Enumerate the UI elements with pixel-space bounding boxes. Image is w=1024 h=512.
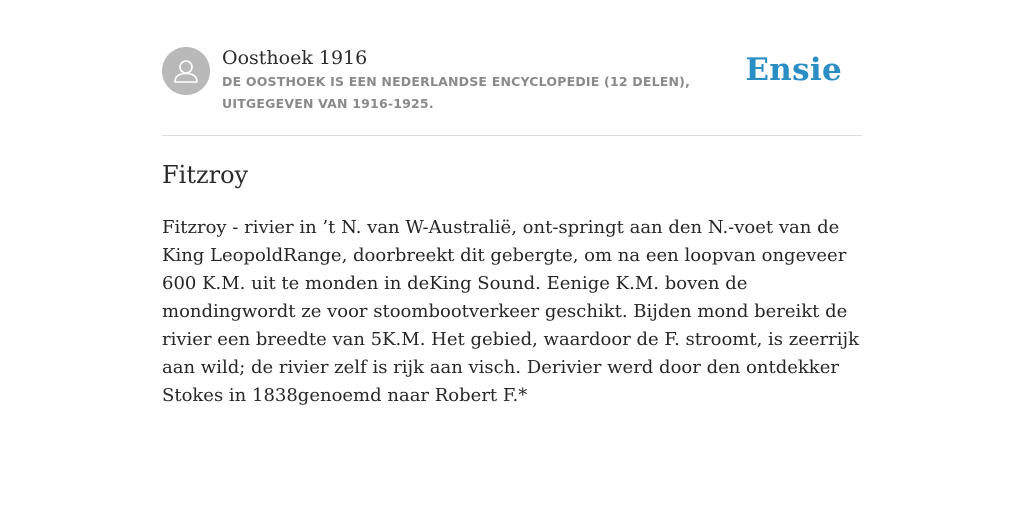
article-title: Fitzroy — [162, 161, 249, 189]
ensie-logo-link[interactable]: Ensie — [745, 52, 842, 88]
user-avatar-icon[interactable] — [162, 47, 210, 95]
source-name[interactable]: Oosthoek 1916 — [222, 47, 368, 69]
source-header — [162, 46, 862, 136]
source-info — [222, 46, 757, 115]
article-body: Fitzroy - rivier in ’t N. van W-Australië, ont-springt aan den N.-voet van de King LeopoldRange, doorbreekt dit gebergte, om na een loopvan ongeveer 600 K.M. uit te monden in deKing Sound. Eenige K.M. boven de mondingwordt ze voor stoombootverkeer geschikt. Bijden mond bereikt de rivier een breedte van 5K.M. Het gebied, waardoor de F. stroomt, is zeerrijk aan wild; de rivier zelf is rijk aan visch. Derivier werd door den ontdekker Stokes in 1838genoemd naar Robert F.* — [162, 217, 860, 406]
source-description: DE OOSTHOEK IS EEN NEDERLANDSE ENCYCLOPEDIE (12 DELEN), UITGEGEVEN VAN 1916-1925. — [222, 74, 691, 111]
article-card — [162, 46, 862, 410]
